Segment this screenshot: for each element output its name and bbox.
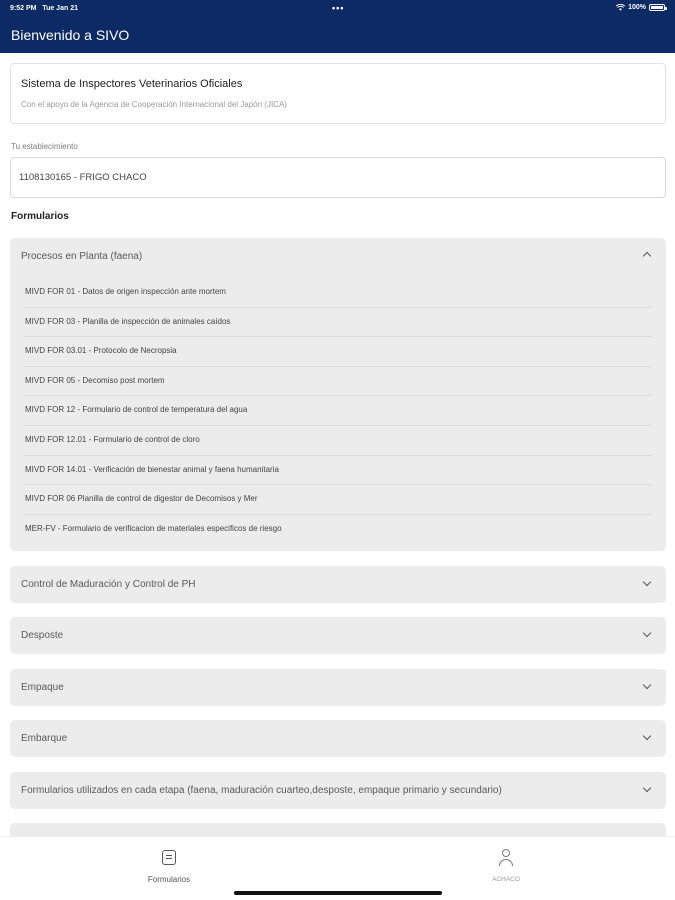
accordion-header-label: Empaque [21,682,64,693]
accordion-header-label: Formularios utilizados en cada etapa (faena, maduración cuarteo,desposte, empaque primario y secundario) [21,785,502,796]
establishment-value: 1108130165 - FRIGO CHACO [19,172,147,183]
accordion-empaque[interactable] [10,669,666,706]
chevron-up-icon[interactable] [643,252,651,260]
form-item-mivd-for-03-01[interactable]: MIVD FOR 03.01 - Protocolo de Necropsia [24,337,652,367]
wifi-icon [616,4,625,11]
status-date: Tue Jan 21 [42,5,78,12]
form-item-mivd-for-05[interactable]: MIVD FOR 05 - Decomiso post mortem [24,367,652,397]
battery-icon [649,4,665,11]
establishment-label: Tu establecimiento [11,142,78,151]
establishment-field[interactable] [10,157,666,198]
app-header [0,18,675,53]
form-item-mivd-for-14-01[interactable]: MIVD FOR 14.01 - Verificación de bienestar animal y faena humanitaria [24,456,652,486]
form-item-mivd-for-12-01[interactable]: MIVD FOR 12.01 - Formulario de control de cloro [24,426,652,456]
status-time [10,5,78,12]
multitasking-dots-icon[interactable]: ••• [332,3,345,13]
accordion-procesos-en-planta [10,238,666,551]
tab-label: Formularios [147,875,191,884]
accordion-formularios-por-etapa[interactable] [10,772,666,809]
document-icon [162,850,176,865]
form-item-mivd-for-12[interactable]: MIVD FOR 12 - Formulario de control de temperatura del agua [24,396,652,426]
accordion-header-label[interactable]: Procesos en Planta (faena) [21,251,143,262]
tab-profile[interactable] [446,837,566,900]
form-item-mivd-for-06[interactable]: MIVD FOR 06 Planilla de control de digestor de Decomisos y Mer [24,485,652,515]
page-title: Bienvenido a SIVO [11,27,130,43]
chevron-down-icon [643,784,651,792]
accordion-header-label: Control de Maduración y Control de PH [21,579,196,590]
system-info-card [10,63,666,124]
chevron-down-icon [643,578,651,586]
accordion-embarque[interactable] [10,720,666,757]
accordion-header-label: Embarque [21,733,68,744]
form-list [24,278,652,544]
form-item-mivd-for-03[interactable]: MIVD FOR 03 - Planilla de inspección de animales caídos [24,308,652,338]
battery-percent: 100% [628,4,646,11]
form-item-mivd-for-01[interactable]: MIVD FOR 01 - Datos de origen inspección ante mortem [24,278,652,308]
system-support-text: Con el apoyo de la Agencia de Cooperación Internacional del Japón (JICA) [21,100,287,109]
form-item-mer-fv[interactable]: MER-FV - Formulario de verificacion de materiales especificos de riesgo [25,523,282,533]
person-icon [498,849,514,866]
chevron-down-icon [643,629,651,637]
chevron-down-icon [643,681,651,689]
tab-formularios[interactable] [109,837,229,900]
forms-section-title: Formularios [11,211,69,222]
accordion-desposte[interactable] [10,617,666,654]
status-clock: 9:52 PM [10,5,37,12]
status-right [616,4,665,11]
accordion-header-label: Desposte [21,630,64,641]
system-name: Sistema de Inspectores Veterinarios Oficiales [21,78,243,90]
tab-label: ACHACO [492,876,520,883]
home-indicator[interactable] [234,891,442,895]
accordion-control-maduracion[interactable] [10,566,666,603]
chevron-down-icon [643,732,651,740]
status-bar [0,0,675,18]
